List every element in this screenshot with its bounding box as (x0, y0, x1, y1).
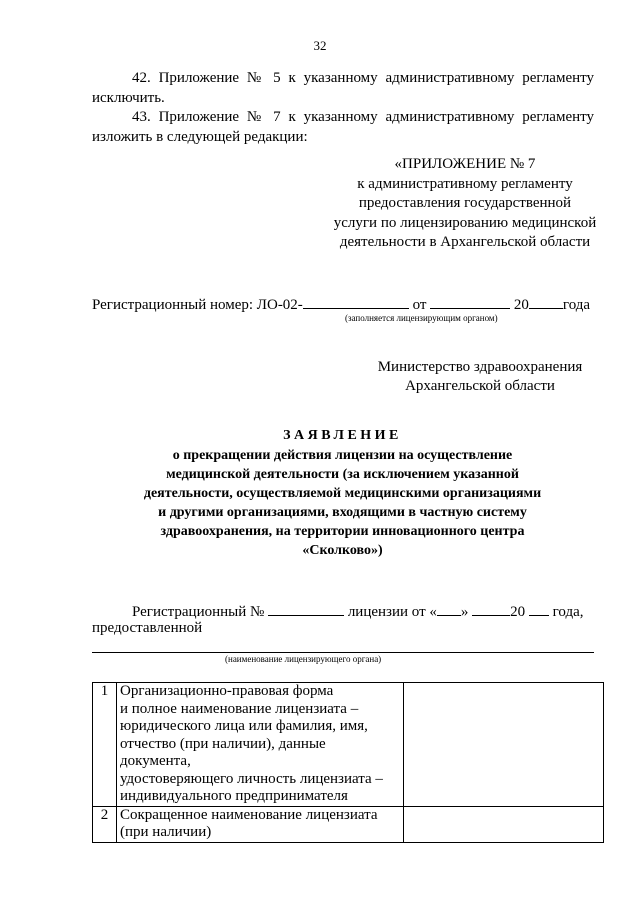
item-42-line2: исключить. (92, 90, 165, 106)
license-label: Регистрационный № (132, 604, 265, 620)
registration-year-prefix: 20 (513, 297, 529, 313)
item-42-paragraph (92, 68, 594, 108)
registration-year-field[interactable] (529, 294, 563, 309)
appendix-line: к административному регламенту (357, 175, 573, 192)
row-label-line: индивидуального предпринимателя (120, 788, 348, 804)
license-month-field[interactable] (472, 601, 510, 616)
registration-number-field[interactable] (303, 294, 409, 309)
license-year-prefix: 20 (510, 604, 526, 620)
registration-label: Регистрационный номер: ЛО-02- (92, 297, 303, 313)
license-close-quote: » (460, 604, 469, 620)
registration-from: от (412, 297, 427, 313)
ministry-line1: Министерство здравоохранения (377, 359, 583, 375)
licensing-organ-hint: (наименование лицензирующего органа) (225, 654, 382, 664)
row-label-line: удостоверяющего личность лицензиата – (120, 770, 383, 787)
license-number-field[interactable] (268, 601, 344, 616)
licensing-organ-field[interactable] (92, 652, 594, 653)
row-value-cell[interactable] (404, 806, 604, 842)
statement-line: и другими организациями, входящими в частную систему (158, 505, 527, 520)
appendix-title: «ПРИЛОЖЕНИЕ № 7 (394, 156, 536, 172)
statement-subtitle (0, 446, 640, 560)
statement-line: деятельности, осуществляемой медицинскими организациями (143, 486, 542, 501)
row-label (117, 683, 404, 807)
row-label-line: Организационно-правовая форма (120, 683, 334, 699)
row-label (117, 806, 404, 842)
statement-title: ЗАЯВЛЕНИЕ (283, 428, 402, 443)
appendix-line: предоставления государственной (358, 195, 572, 211)
row-number: 1 (93, 683, 117, 807)
row-number: 2 (93, 806, 117, 842)
license-provided: предоставленной (92, 620, 203, 636)
statement-line: здравоохранения, на территории инновационного центра (160, 524, 525, 539)
item-43-paragraph (92, 107, 594, 147)
table-row (93, 806, 604, 842)
registration-year-suffix: года (562, 297, 591, 313)
appendix-header (300, 155, 630, 253)
ministry-block (370, 358, 590, 396)
row-label-line: и полное наименование лицензиата – (120, 700, 359, 717)
appendix-line: услуги по лицензированию медицинской (333, 214, 597, 231)
row-label-line: Сокращенное наименование лицензиата (120, 806, 378, 823)
license-year-field[interactable] (529, 601, 549, 616)
row-label-line: юридического лица или фамилия, имя, (120, 718, 368, 734)
applicant-table (92, 682, 604, 843)
registration-date-field[interactable] (430, 294, 510, 309)
row-value-cell[interactable] (404, 683, 604, 807)
item-42-line1: 42. Приложение № 5 к указанному административному регламенту (132, 70, 594, 86)
table-row (93, 683, 604, 807)
license-of: лицензии от « (347, 604, 437, 620)
license-day-field[interactable] (437, 601, 461, 616)
license-line (132, 601, 584, 621)
registration-number-line (92, 294, 590, 314)
registration-hint: (заполняется лицензирующим органом) (345, 313, 498, 323)
statement-line: «Сколково») (302, 543, 383, 558)
appendix-line: деятельности в Архангельской области (339, 234, 591, 250)
license-year-suffix: года, (552, 604, 584, 620)
ministry-line2: Архангельской области (405, 378, 555, 394)
statement-line: медицинской деятельности (за исключением указанной (166, 467, 519, 482)
row-label-line: (при наличии) (120, 824, 212, 840)
item-43-line1: 43. Приложение № 7 к указанному административному регламенту (132, 109, 594, 125)
item-43-line2: изложить в следующей редакции: (92, 129, 308, 145)
statement-line: о прекращении действия лицензии на осуществление (172, 448, 513, 463)
page-number: 32 (313, 38, 327, 53)
row-label-line: отчество (при наличии), данные документа, (120, 735, 326, 769)
